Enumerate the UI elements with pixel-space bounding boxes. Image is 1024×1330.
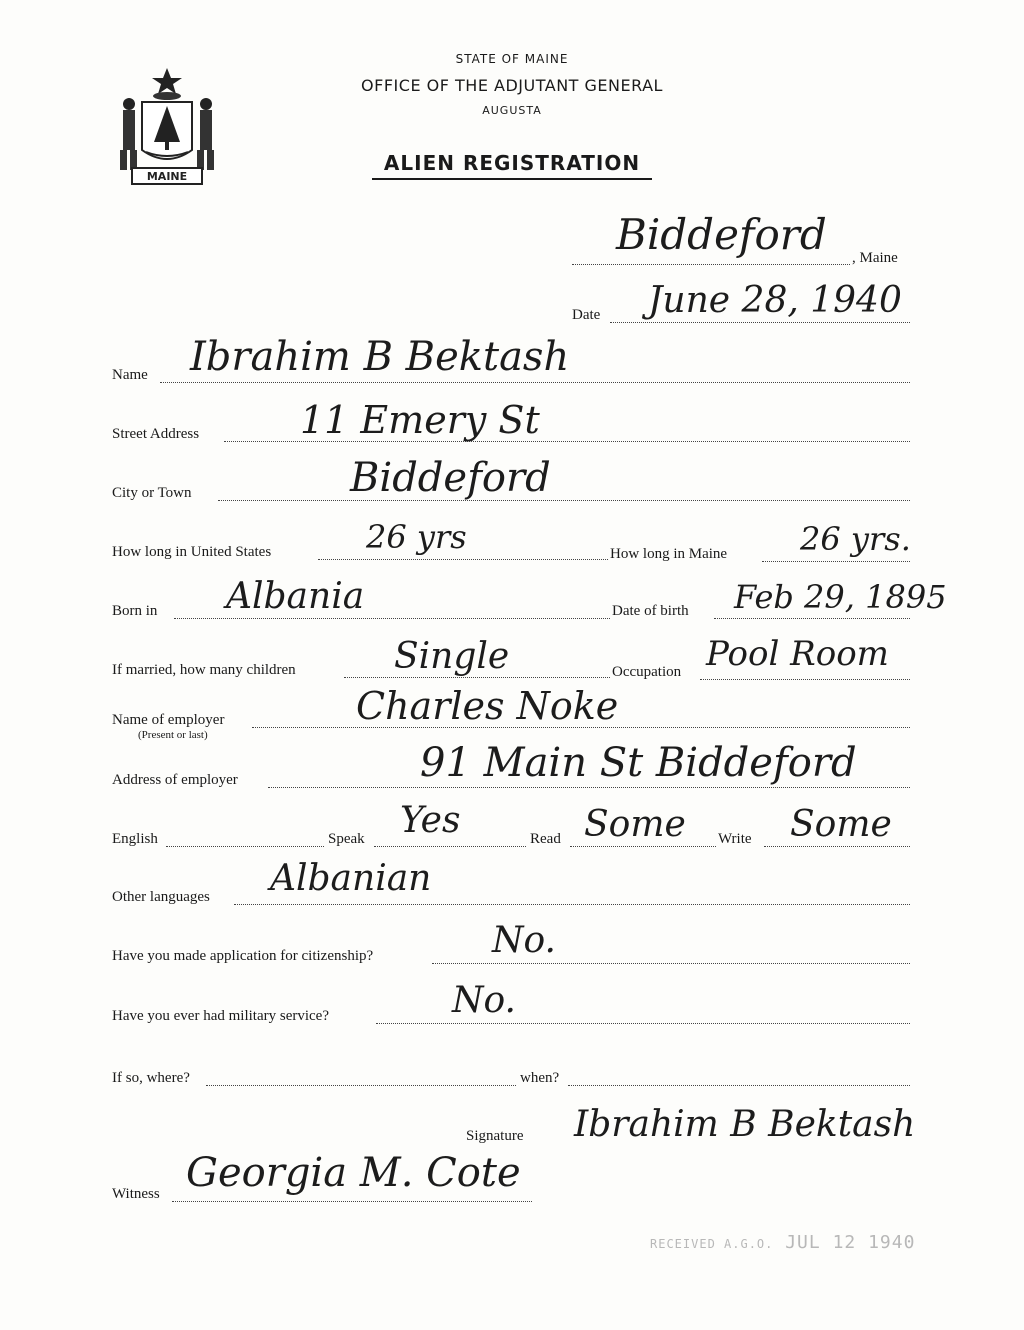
signature-value: Ibrahim B Bektash [574,1104,916,1145]
dob-value: Feb 29, 1895 [734,578,947,616]
street-value: 11 Emery St [300,398,540,442]
children-line [344,677,610,678]
military-line [376,1023,910,1024]
witness-line [172,1201,532,1202]
other-languages-value: Albanian [270,858,432,899]
other-languages-label: Other languages [112,889,210,905]
born-line [174,618,610,619]
occupation-line [700,679,910,680]
speak-label: Speak [328,831,365,847]
children-value: Single [394,636,510,677]
citizenship-label: Have you made application for citizenship? [112,948,374,964]
name-line [160,382,910,383]
occupation-value: Pool Room [706,634,889,674]
employer-value: Charles Noke [356,684,619,728]
where-label: If so, where? [112,1070,190,1086]
read-value: Some [584,804,686,845]
read-label: Read [530,831,561,847]
witness-label: Witness [112,1186,160,1202]
maine-label: , Maine [852,250,898,266]
speak-value: Yes [400,800,461,841]
office-heading: OFFICE OF THE ADJUTANT GENERAL [361,76,663,95]
born-value: Albania [226,576,365,617]
born-label: Born in [112,603,158,619]
seal-label: MAINE [146,170,188,183]
other-languages-line [234,904,910,905]
form-title: ALIEN REGISTRATION [372,151,652,180]
date-label: Date [572,307,601,323]
us-label: How long in United States [112,544,272,560]
read-line [570,846,716,847]
town-value: Biddeford [616,210,827,259]
city-value: Biddeford [350,455,551,501]
employer-address-line [268,787,910,788]
received-label: RECEIVED A.G.O. [650,1237,774,1251]
witness-value: Georgia M. Cote [186,1150,521,1196]
maine-long-value: 26 yrs. [800,520,911,558]
english-line [166,846,324,847]
state-heading: STATE OF MAINE [455,52,569,66]
date-line [610,322,910,323]
maine-long-line [762,561,910,562]
name-value: Ibrahim B Bektash [190,334,570,380]
date-value: June 28, 1940 [648,280,902,321]
maine-long-label: How long in Maine [610,546,728,562]
dob-label: Date of birth [612,603,689,619]
employer-address-label: Address of employer [112,772,238,788]
us-line [318,559,608,560]
military-value: No. [452,980,516,1021]
citizenship-value: No. [492,920,556,961]
occupation-label: Occupation [612,664,682,680]
dob-line [714,618,910,619]
when-line [568,1085,910,1086]
children-label: If married, how many children [112,662,296,678]
english-label: English [112,831,158,847]
town-line [572,264,850,265]
us-value: 26 yrs [366,518,467,556]
when-label: when? [520,1070,560,1086]
citizenship-line [432,963,910,964]
write-label: Write [718,831,752,847]
employer-label: Name of employer [112,712,225,728]
speak-line [374,846,526,847]
employer-address-value: 91 Main St Biddeford [420,740,857,786]
employer-sublabel: (Present or last) [138,729,208,741]
street-label: Street Address [112,426,200,442]
signature-label: Signature [466,1128,524,1144]
received-stamp [650,1232,915,1253]
city-label: City or Town [112,485,192,501]
received-date: JUL 12 1940 [785,1232,916,1253]
write-line [764,846,910,847]
write-value: Some [790,804,892,845]
military-label: Have you ever had military service? [112,1008,329,1024]
name-label: Name [112,367,148,383]
where-line [206,1085,516,1086]
city-heading: AUGUSTA [482,104,542,117]
city-line [218,500,910,501]
